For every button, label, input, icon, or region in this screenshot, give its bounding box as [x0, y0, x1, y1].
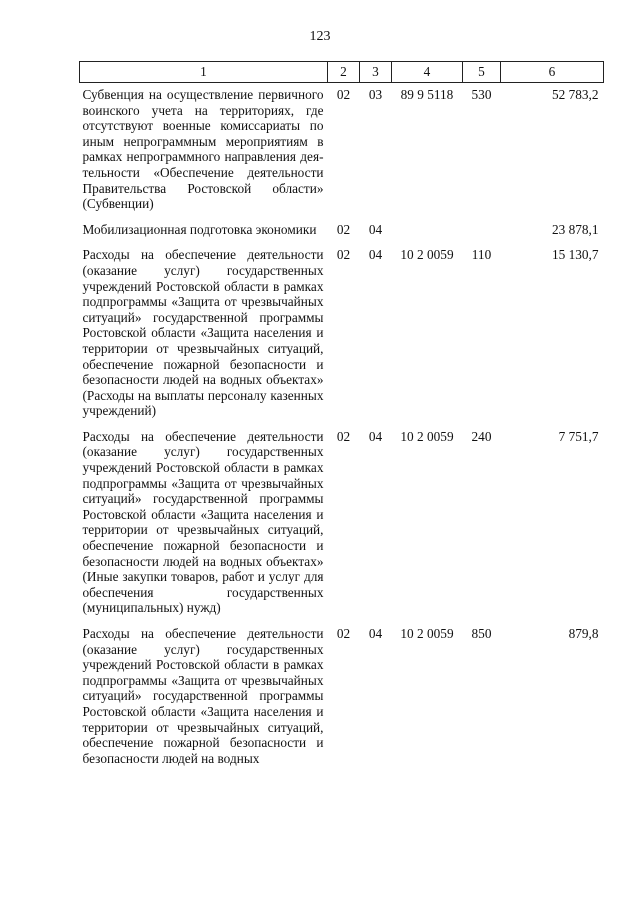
- row-description: Расходы на обеспечение деятельности (оказание услуг) государственных учреждений Ростовской области в рамках подпрограммы «Защита от чрезвычайных ситуаций» государственной программы Ростовской области «Защита населения и территории от чрезвычайных ситуаций, обеспечение пожарной безопасности и безопасности людей на водных объектах» (Иные закупки товаров, работ и услуг для обеспечения государственных (муниципальных) нужд): [82, 428, 324, 616]
- row-description: Расходы на обеспечение деятельности (оказание услуг) государственных учреждений Ростовской области в рамках подпрограммы «Защита от чрезвычайных ситуаций» государственной программы Ростовской области «Защита населения и территории от чрезвычайных ситуаций, обеспечение пожарной безопасности и безопасности людей на водных объектах» (Расходы на выплаты персоналу казенных учреждений): [82, 247, 324, 419]
- row-amount: 23 878,1: [551, 221, 599, 237]
- budget-table: [79, 61, 604, 766]
- row-description: Субвенция на осуществление первичного воинского учета на территориях, где отсутствуют военные комиссариаты по иным непрограммным мероприятиям в рамках непрограммного направления деятельности «Обеспечение деятельности Правительства Ростовской области» (Субвенции): [82, 87, 324, 212]
- row-subsection-code: 04: [368, 428, 383, 444]
- table-row: [80, 243, 604, 425]
- row-target-article: 10 2 0059: [400, 626, 454, 641]
- header-col-3: 3: [360, 62, 392, 83]
- row-target-article: 10 2 0059: [400, 428, 454, 444]
- row-target-article: [392, 218, 463, 244]
- row-description: Мобилизационная подготовка экономики: [82, 221, 317, 237]
- row-subsection-code: 04: [368, 626, 383, 641]
- row-target-article: 10 2 0059: [400, 247, 454, 263]
- header-col-4: 4: [392, 62, 463, 83]
- row-expense-type: 530: [471, 87, 492, 102]
- row-expense-type: [463, 218, 501, 244]
- header-col-1: 1: [80, 62, 328, 83]
- table-row: [80, 425, 604, 622]
- row-target-article: 89 9 5118: [400, 87, 454, 102]
- row-expense-type: 850: [471, 626, 492, 641]
- table-row: [80, 218, 604, 244]
- row-section-code: 02: [336, 247, 351, 263]
- row-expense-type: 110: [471, 247, 492, 263]
- row-section-code: 02: [336, 87, 351, 102]
- row-amount: 879,8: [568, 626, 599, 641]
- header-col-2: 2: [328, 62, 360, 83]
- table-header-row: [80, 62, 604, 83]
- row-section-code: 02: [336, 626, 351, 641]
- header-col-5: 5: [463, 62, 501, 83]
- row-section-code: 02: [336, 428, 351, 444]
- header-col-6: 6: [501, 62, 604, 83]
- row-expense-type: 240: [471, 428, 492, 444]
- row-description: Расходы на обеспечение деятельности (оказание услуг) государственных учреждений Ростовской области в рамках подпрограммы «Защита от чрезвычайных ситуаций» государственной программы Ростовской области «Защита населения и территории от чрезвычайных ситуаций, обеспечение пожарной безопасности и безопасности людей на водных: [82, 626, 324, 766]
- row-amount: 15 130,7: [551, 247, 599, 263]
- row-subsection-code: 04: [368, 247, 383, 263]
- row-amount: 7 751,7: [558, 428, 599, 444]
- row-subsection-code: 03: [368, 87, 383, 102]
- row-section-code: 02: [336, 221, 351, 237]
- table-row: [80, 83, 604, 218]
- row-amount: 52 783,2: [551, 87, 599, 102]
- page-number: 123: [309, 29, 331, 44]
- row-subsection-code: 04: [368, 221, 383, 237]
- table-row: [80, 622, 604, 766]
